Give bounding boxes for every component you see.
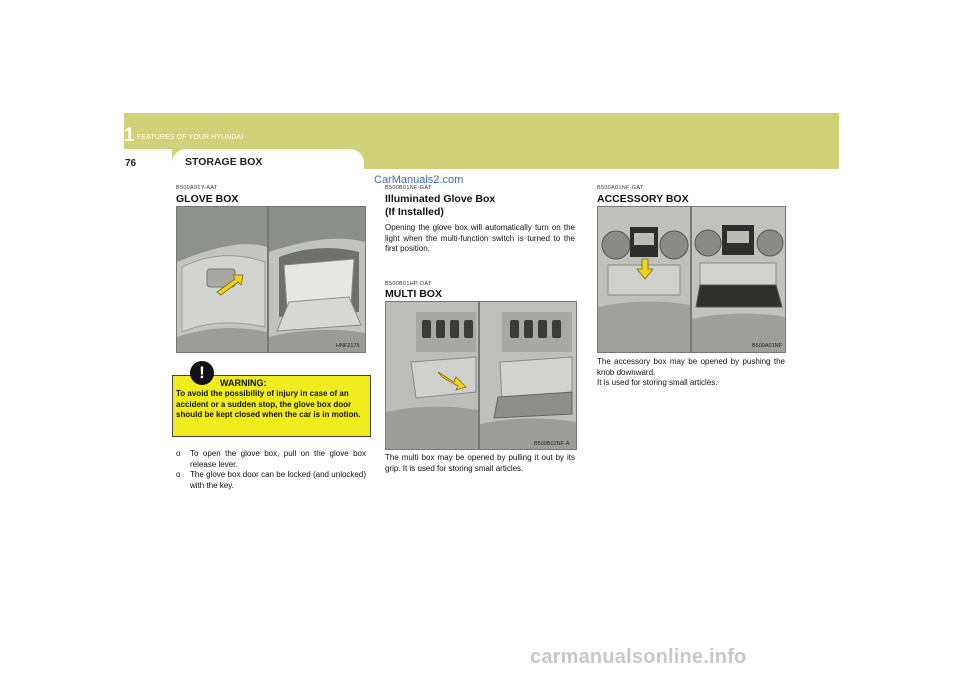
accessory-box-photo-open [691,206,786,353]
multi-box-photo-open [479,301,577,450]
section-title: STORAGE BOX [185,156,263,168]
glove-box-instructions [176,449,366,491]
watermark-top: CarManuals2.com [374,174,464,186]
list-item: o To open the glove box, pull on the glove box release lever. [176,449,366,469]
page-number: 76 [125,158,137,169]
accessory-box-title: ACCESSORY BOX [597,193,689,205]
multi-box-caption: B500B02NF-A [534,441,570,447]
warning-title: WARNING: [220,378,267,388]
multi-box-title: MULTI BOX [385,288,442,300]
accessory-box-photo-closed [597,206,691,353]
glove-box-caption: HNF2175 [336,343,360,349]
accessory-box-text-line2: It is used for storing small articles. [597,378,718,387]
glove-box-code: B500A01Y-AAT [176,185,218,191]
accessory-box-caption: B500A01NF [752,343,782,349]
multi-box-code: B500B01HP-DAT [385,281,432,287]
illuminated-title-line1: Illuminated Glove Box [385,193,496,205]
illuminated-text: Opening the glove box will automatically turn on the light when the multi-function switch is turned to the first position. [385,223,575,253]
glove-box-title: GLOVE BOX [176,193,239,205]
multi-box-photo-closed [385,301,479,450]
accessory-box-code: B500A01NF-GAT [597,185,644,191]
chapter-title: FEATURES OF YOUR HYUNDAI [137,134,244,141]
multi-box-text: The multi box may be opened by pulling it out by its grip. It is used for storing small articles. [385,453,575,473]
warning-text: To avoid the possibility of injury in case of an accident or a sudden stop, the glove box door should be kept closed when the car is in motion. [176,389,361,419]
warning-icon: ! [190,361,214,385]
accessory-box-text-line1: The accessory box may be opened by pushing the knob downward. [597,357,785,377]
illuminated-code: B500B01NF-GAT [385,185,432,191]
glove-box-photo-open [268,206,366,353]
list-item: o The glove box door can be locked (and unlocked) with the key. [176,470,366,490]
watermark-bottom: carmanualsonline.info [530,646,747,668]
chapter-number: 1 [124,125,135,146]
glove-box-photo-closed [176,206,268,353]
illuminated-title-line2: (If Installed) [385,206,444,218]
